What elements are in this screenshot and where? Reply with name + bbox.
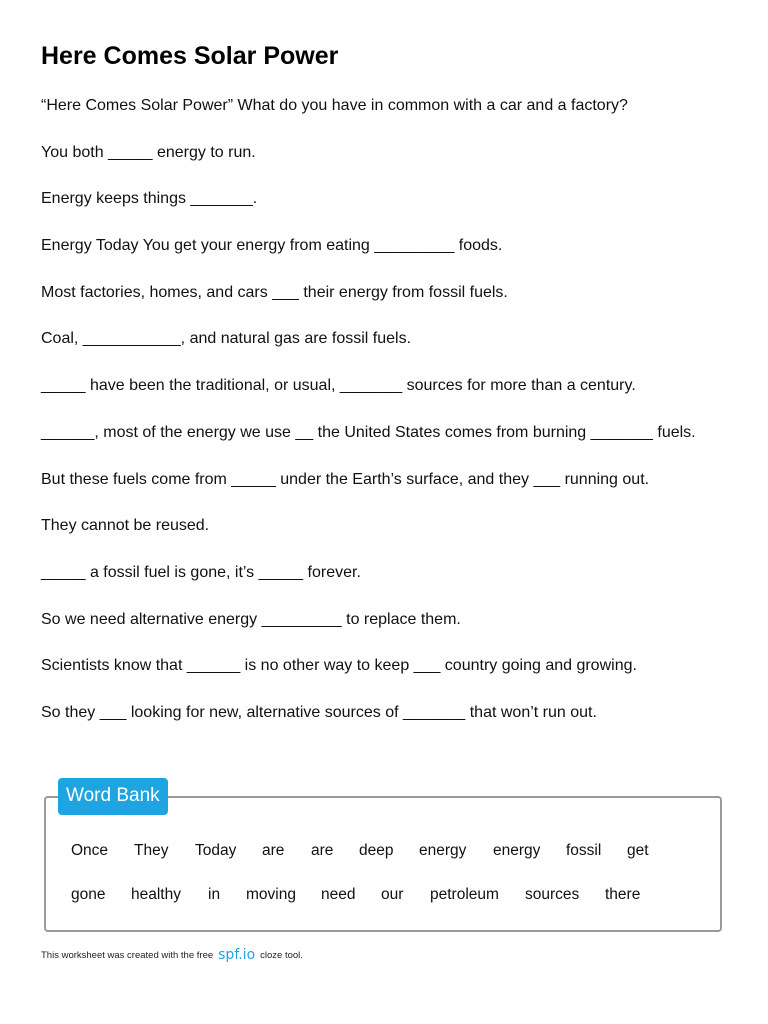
cloze-line: They cannot be reused. <box>41 517 210 535</box>
cloze-line: But these fuels come from _____ under the Earth’s surface, and they ___ running out. <box>41 470 650 488</box>
footer-credit <box>41 947 303 963</box>
word-bank-label: Word Bank <box>58 778 168 815</box>
word-bank-word: are <box>311 842 334 859</box>
cloze-line: Most factories, homes, and cars ___ their energy from fossil fuels. <box>41 283 508 301</box>
spfio-logo[interactable]: spf.io <box>218 947 256 963</box>
word-bank-word: They <box>134 842 169 859</box>
word-bank-word: healthy <box>131 886 181 903</box>
word-bank-word: Once <box>71 842 109 859</box>
word-bank-word: get <box>627 842 649 859</box>
word-bank-word: are <box>262 842 285 859</box>
word-bank-word: sources <box>525 886 580 903</box>
footer-text-before: This worksheet was created with the free <box>41 949 214 961</box>
cloze-line: _____ a fossil fuel is gone, it’s _____ forever. <box>41 563 361 581</box>
word-bank-word: energy <box>419 842 467 859</box>
word-bank-row-2 <box>71 886 655 904</box>
word-bank-word: petroleum <box>430 886 499 903</box>
word-bank-word: our <box>381 886 404 903</box>
cloze-line: So they ___ looking for new, alternative sources of _______ that won’t run out. <box>41 703 597 721</box>
word-bank-word: in <box>208 886 221 903</box>
footer-text-after: cloze tool. <box>260 949 303 961</box>
cloze-line: Scientists know that ______ is no other way to keep ___ country going and growing. <box>41 657 637 675</box>
cloze-line: ______, most of the energy we use __ the United States comes from burning _______ fuels. <box>41 423 696 441</box>
cloze-line: Coal, ___________, and natural gas are fossil fuels. <box>41 330 412 348</box>
word-bank-word: gone <box>71 886 106 903</box>
cloze-line: _____ have been the traditional, or usual, _______ sources for more than a century. <box>41 377 636 395</box>
word-bank-row-1 <box>71 842 657 860</box>
worksheet-title: Here Comes Solar Power <box>41 42 339 70</box>
word-bank-word: energy <box>493 842 541 859</box>
cloze-line: Energy Today You get your energy from eating _________ foods. <box>41 237 503 255</box>
word-bank-box <box>44 796 722 932</box>
word-bank-word: moving <box>246 886 296 903</box>
cloze-passage <box>41 93 701 747</box>
word-bank-word: there <box>605 886 641 903</box>
cloze-line: You both _____ energy to run. <box>41 143 256 161</box>
cloze-line: Energy keeps things _______. <box>41 190 258 208</box>
word-bank-word: fossil <box>566 842 602 859</box>
word-bank-word: need <box>321 886 356 903</box>
word-bank-word: deep <box>359 842 394 859</box>
word-bank-word: Today <box>195 842 237 859</box>
cloze-line: “Here Comes Solar Power” What do you have in common with a car and a factory? <box>41 97 628 114</box>
cloze-line: So we need alternative energy _________ to replace them. <box>41 610 461 628</box>
